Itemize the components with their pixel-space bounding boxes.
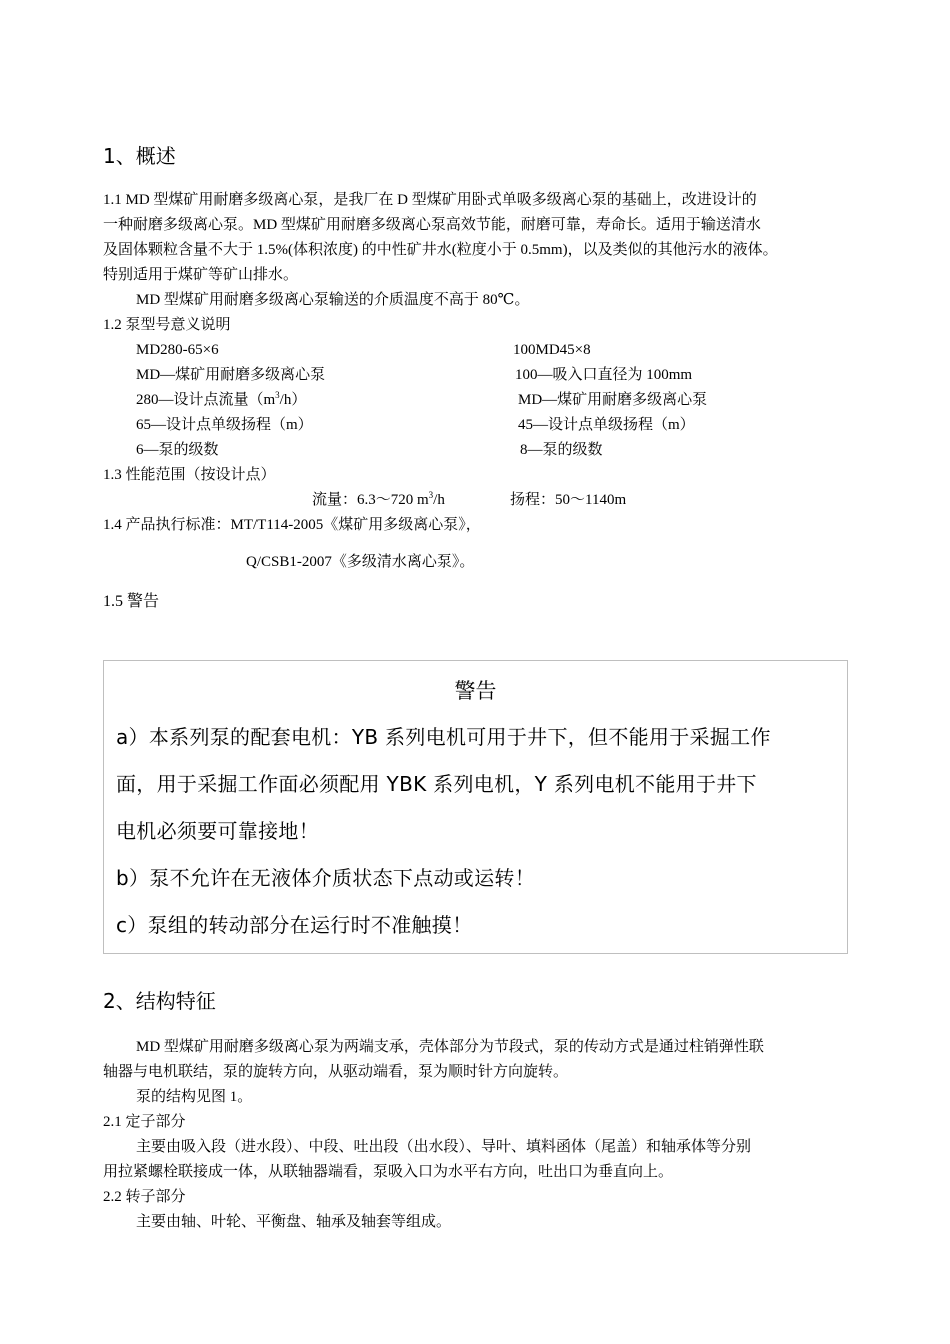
paragraph-line: MD 型煤矿用耐磨多级离心泵为两端支承，壳体部分为节段式，泵的传动方式是通过柱销弹性联	[136, 1039, 764, 1055]
warning-line-c: c）泵组的转动部分在运行时不准触摸！	[116, 913, 473, 937]
paragraph-line: 用拉紧螺栓联接成一体，从联轴器端看，泵吸入口为水平右方向，吐出口为垂直向上。	[103, 1164, 674, 1180]
model-right-line: 45—设计点单级扬程（m）	[518, 417, 695, 433]
model-left-line: 280—设计点流量$(m^3/h)$	[136, 390, 307, 408]
figure-reference: 泵的结构见图 1。	[136, 1089, 253, 1105]
model-right-line: 100MD45×8	[513, 342, 591, 358]
section-1-4-line: 1.4 产品执行标准：MT/T114-2005《煤矿用多级离心泵》，	[103, 517, 481, 533]
flow-range: 流量：6.3～720 $m^3/h$	[312, 490, 445, 508]
model-left-line: 6—泵的级数	[136, 442, 219, 458]
model-right-line: MD—煤矿用耐磨多级离心泵	[518, 392, 708, 408]
paragraph-line: 轴器与电机联结，泵的旋转方向，从驱动端看，泵为顺时针方向旋转。	[103, 1064, 569, 1080]
temperature-line: MD 型煤矿用耐磨多级离心泵输送的介质温度不高于 80℃。	[136, 292, 530, 308]
section-2-heading: 2、结构特征	[103, 989, 216, 1013]
model-left-line: MD280-65×6	[136, 342, 219, 358]
section-1-3-title: 1.3 性能范围（按设计点）	[103, 467, 276, 483]
warning-line-a-cont: 面，用于采掘工作面必须配用 YBK 系列电机，Y 系列电机不能用于井下	[116, 772, 757, 796]
paragraph-line: 主要由轴、叶轮、平衡盘、轴承及轴套等组成。	[136, 1214, 452, 1230]
model-right-line: 8—泵的级数	[520, 442, 603, 458]
section-2-2-title: 2.2 转子部分	[103, 1189, 186, 1205]
warning-title: 警告	[454, 679, 497, 703]
paragraph-line: 特别适用于煤矿等矿山排水。	[103, 267, 299, 283]
model-left-line: MD—煤矿用耐磨多级离心泵	[136, 367, 326, 383]
warning-box	[103, 660, 848, 954]
warning-line-a-cont2: 电机必须要可靠接地！	[116, 819, 319, 843]
paragraph-line: 及固体颗粒含量不大于 1.5%(体积浓度) 的中性矿井水(粒度小于 0.5mm)，以及类似的其他污水的液体。	[103, 242, 778, 258]
warning-line-a: a）本系列泵的配套电机：YB 系列电机可用于井下，但不能用于采掘工作	[116, 725, 771, 749]
section-1-5-title: 1.5 警告	[103, 593, 160, 610]
model-right-line: 100—吸入口直径为 100mm	[515, 367, 693, 383]
model-left-line: 65—设计点单级扬程（m）	[136, 417, 313, 433]
head-range: 扬程：50～1140m	[510, 492, 627, 508]
paragraph-line: 主要由吸入段（进水段）、中段、吐出段（出水段）、导叶、填料函体（尾盖）和轴承体等分别	[136, 1139, 752, 1155]
warning-line-b: b）泵不允许在无液体介质状态下点动或运转！	[116, 866, 535, 890]
standard-2: Q/CSB1-2007《多级清水离心泵》。	[246, 554, 475, 570]
section-1-2-title: 1.2 泵型号意义说明	[103, 317, 231, 333]
paragraph-line: 一种耐磨多级离心泵。MD 型煤矿用耐磨多级离心泵高效节能，耐磨可靠，寿命长。适用于输送清水	[103, 217, 761, 233]
section-2-1-title: 2.1 定子部分	[103, 1114, 186, 1130]
section-1-heading: 1、概述	[103, 144, 176, 168]
paragraph-line: 1.1 MD 型煤矿用耐磨多级离心泵，是我厂在 D 型煤矿用卧式单吸多级离心泵的基础上，改进设计的	[103, 192, 757, 208]
